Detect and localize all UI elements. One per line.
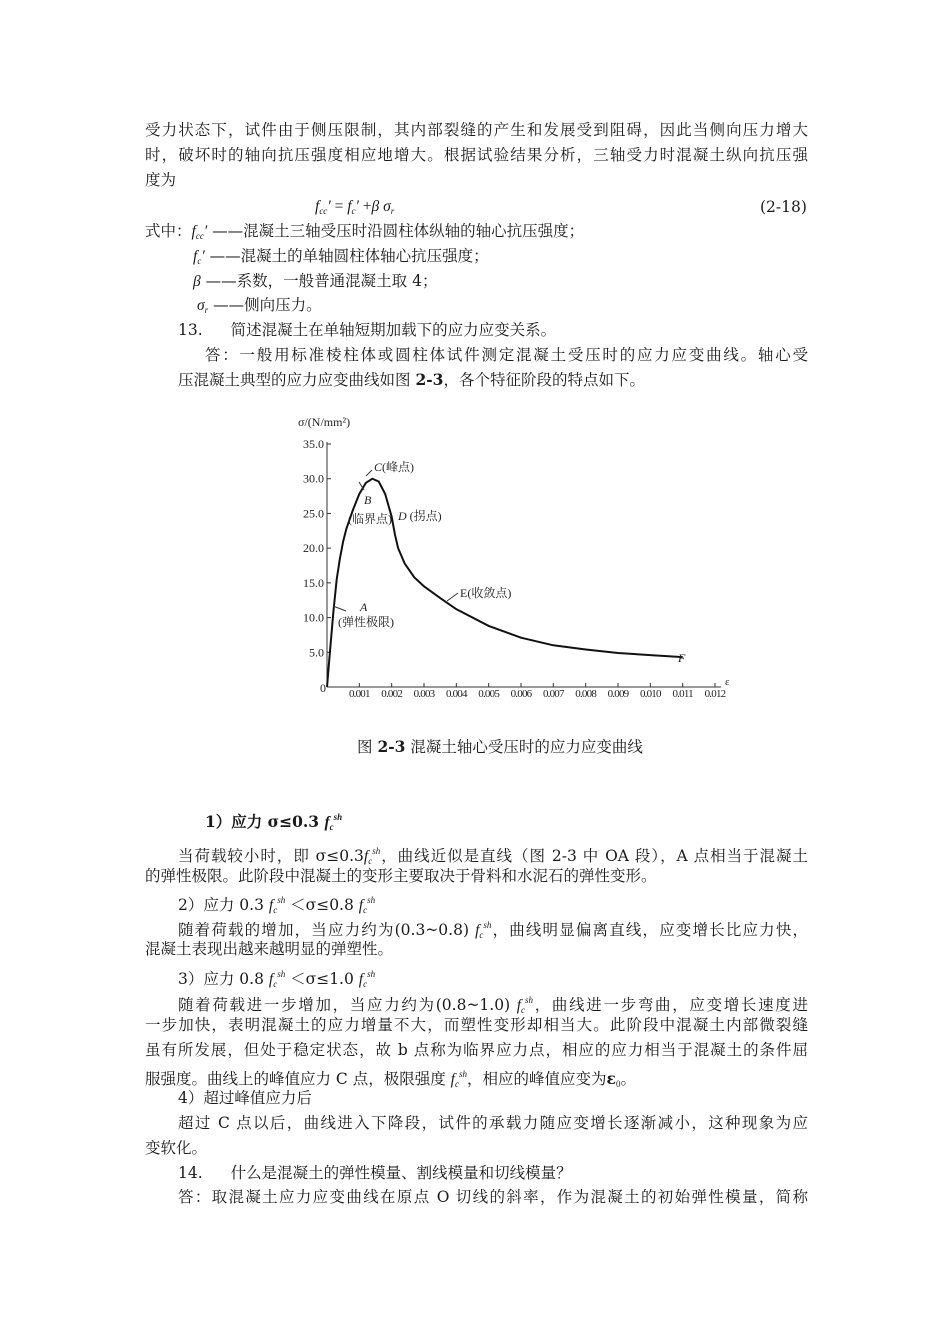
y-tick-label: 15.0	[303, 575, 324, 590]
intro-line-2: 时，破坏时的轴向抗压强度相应地增大。根据试验结果分析，三轴受力时混凝土纵向抗压强	[145, 146, 808, 164]
x-tick-label: 0.009	[607, 688, 629, 700]
stage-3-line-3: 虽有所发展，但处于稳定状态，故 b 点称为临界应力点，相应的应力相当于混凝土的条件屈	[145, 1041, 808, 1059]
annotation-b: B	[364, 493, 372, 507]
stage-3-line-2: 一步加快，表明混凝土的应力增量不大，而塑性变形却相当大。此阶段中混凝土内部微裂缝	[145, 1016, 808, 1034]
x-tick-label: 0.006	[510, 688, 532, 700]
where-fc: $f_c'$ ——混凝土的单轴圆柱体轴心抗压强度；	[193, 247, 489, 266]
stage-1-line-2: 的弹性极限。此阶段中混凝土的变形主要取决于骨料和水泥石的弹性变形。	[145, 867, 657, 885]
stage-3-line-4: 服强度。曲线上的峰值应力 C 点，极限强度 $f_c^{sh}$，相应的峰值应变为$\varepsilon_0$。	[145, 1069, 636, 1089]
y-tick-label: 30.0	[303, 471, 324, 486]
x-tick-label: 0.003	[413, 688, 435, 700]
stage-3-heading: 3）应力 0.8 $f_c^{sh} <\sigma\le 1.0$ $f_c^{sh}$	[178, 969, 376, 989]
y-axis-label: σ/(N/mm²)	[298, 415, 351, 429]
intro-line-3: 度为	[145, 171, 177, 189]
x-tick-label: 0.007	[542, 688, 564, 700]
where-beta: β ——系数，一般普通混凝土取 4；	[193, 272, 438, 290]
stage-2-line-2: 混凝土表现出越来越明显的弹塑性。	[145, 940, 394, 958]
stress-strain-curve	[327, 479, 683, 687]
stage-1-heading: 1）应力 σ≤0.3 $f_c^{sh}$	[205, 812, 343, 832]
annotation-b-note: (临界点)	[348, 512, 392, 526]
leader-a	[333, 606, 346, 611]
x-tick-label: 0.008	[575, 688, 597, 700]
stage-2-line-1: 随着荷载的增加，当应力约为(0.3~0.8) $f_c^{sh}$，曲线明显偏离直线，应变增长比应力快，	[178, 920, 808, 940]
x-tick-label: 0.011	[672, 688, 693, 700]
fc-symbol: $f_c'$	[347, 198, 359, 216]
origin-label: 0	[320, 681, 326, 695]
leader-c	[366, 470, 372, 476]
stage-4-heading: 4）超过峰值应力后	[178, 1089, 312, 1107]
annotation-c: C(峰点)	[374, 460, 415, 474]
stage-2-heading: 2）应力 0.3 $f_c^{sh} <\sigma\le 0.8$ $f_c^{sh}$	[178, 895, 376, 915]
formula-2-18: $f_{cc}' = f_c' +\beta$ $\sigma_r$	[315, 198, 395, 216]
x-tick-label: 0.004	[445, 688, 467, 700]
stress-strain-chart	[290, 410, 750, 710]
y-tick-label: 25.0	[303, 506, 324, 521]
stage-4-line-1: 超过 C 点以后，曲线进入下降段，试件的承载力随应变增长逐渐减小，这种现象为应	[178, 1114, 808, 1132]
formula-number: (2-18)	[760, 198, 807, 216]
where-fcc: 式中：$f_{cc}'$ ——混凝土三轴受压时沿圆柱体纵轴的轴心抗压强度；	[145, 222, 585, 241]
annotation-a: A	[360, 600, 368, 614]
y-tick-label: 10.0	[303, 610, 324, 625]
answer-13-line-1: 答：一般用标准棱柱体或圆柱体试件测定混凝土受压时的应力应变曲线。轴心受	[205, 346, 808, 364]
answer-14-line-1: 答：取混凝土应力应变曲线在原点 O 切线的斜率，作为混凝土的初始弹性模量，简称	[178, 1188, 808, 1206]
x-tick-label: 0.010	[639, 688, 661, 700]
y-tick-label: 5.0	[309, 645, 324, 660]
stage-4-line-2: 变软化。	[145, 1139, 208, 1157]
y-tick-label: 35.0	[303, 437, 324, 451]
answer-13-line-2: 压混凝土典型的应力应变曲线如图 2-3，各个特征阶段的特点如下。	[178, 370, 645, 389]
annotation-e: E(收敛点)	[460, 586, 512, 600]
x-tick-label: 0.001	[348, 688, 370, 700]
stage-3-line-1: 随着荷载进一步增加，当应力约为(0.8~1.0) $f_c^{sh}$，曲线进一步弯曲，应变增长速度进	[178, 995, 808, 1015]
annotation-f: F	[678, 651, 686, 665]
intro-line-1: 受力状态下，试件由于侧压限制，其内部裂缝的产生和发展受到阻碍，因此当侧向压力增大	[145, 121, 808, 139]
figure-caption: 图 2-3 混凝土轴心受压时的应力应变曲线	[357, 737, 643, 756]
question-14: 14. 什么是混凝土的弹性模量、割线模量和切线模量？	[178, 1164, 572, 1182]
x-tick-label: 0.005	[478, 688, 500, 700]
x-tick-label: 0.002	[381, 688, 403, 700]
stage-1-line-1: 当荷载较小时，即 $\sigma\le 0.3f_c^{sh}$，曲线近似是直线（图 2-3 中 OA 段），A 点相当于混凝土	[178, 846, 808, 866]
where-sigma: $\sigma_r$ ——侧向压力。	[197, 296, 322, 315]
question-13: 13. 简述混凝土在单轴短期加载下的应力应变关系。	[178, 321, 557, 339]
annotation-d: D (拐点)	[398, 509, 442, 523]
y-tick-label: 20.0	[303, 541, 324, 556]
fcc-symbol: $f_{cc}'$	[315, 198, 331, 216]
x-axis-label: ε	[725, 676, 730, 688]
annotation-a-note: (弹性极限)	[338, 615, 394, 629]
leader-e	[447, 593, 458, 601]
x-tick-label: 0.012	[704, 688, 726, 700]
